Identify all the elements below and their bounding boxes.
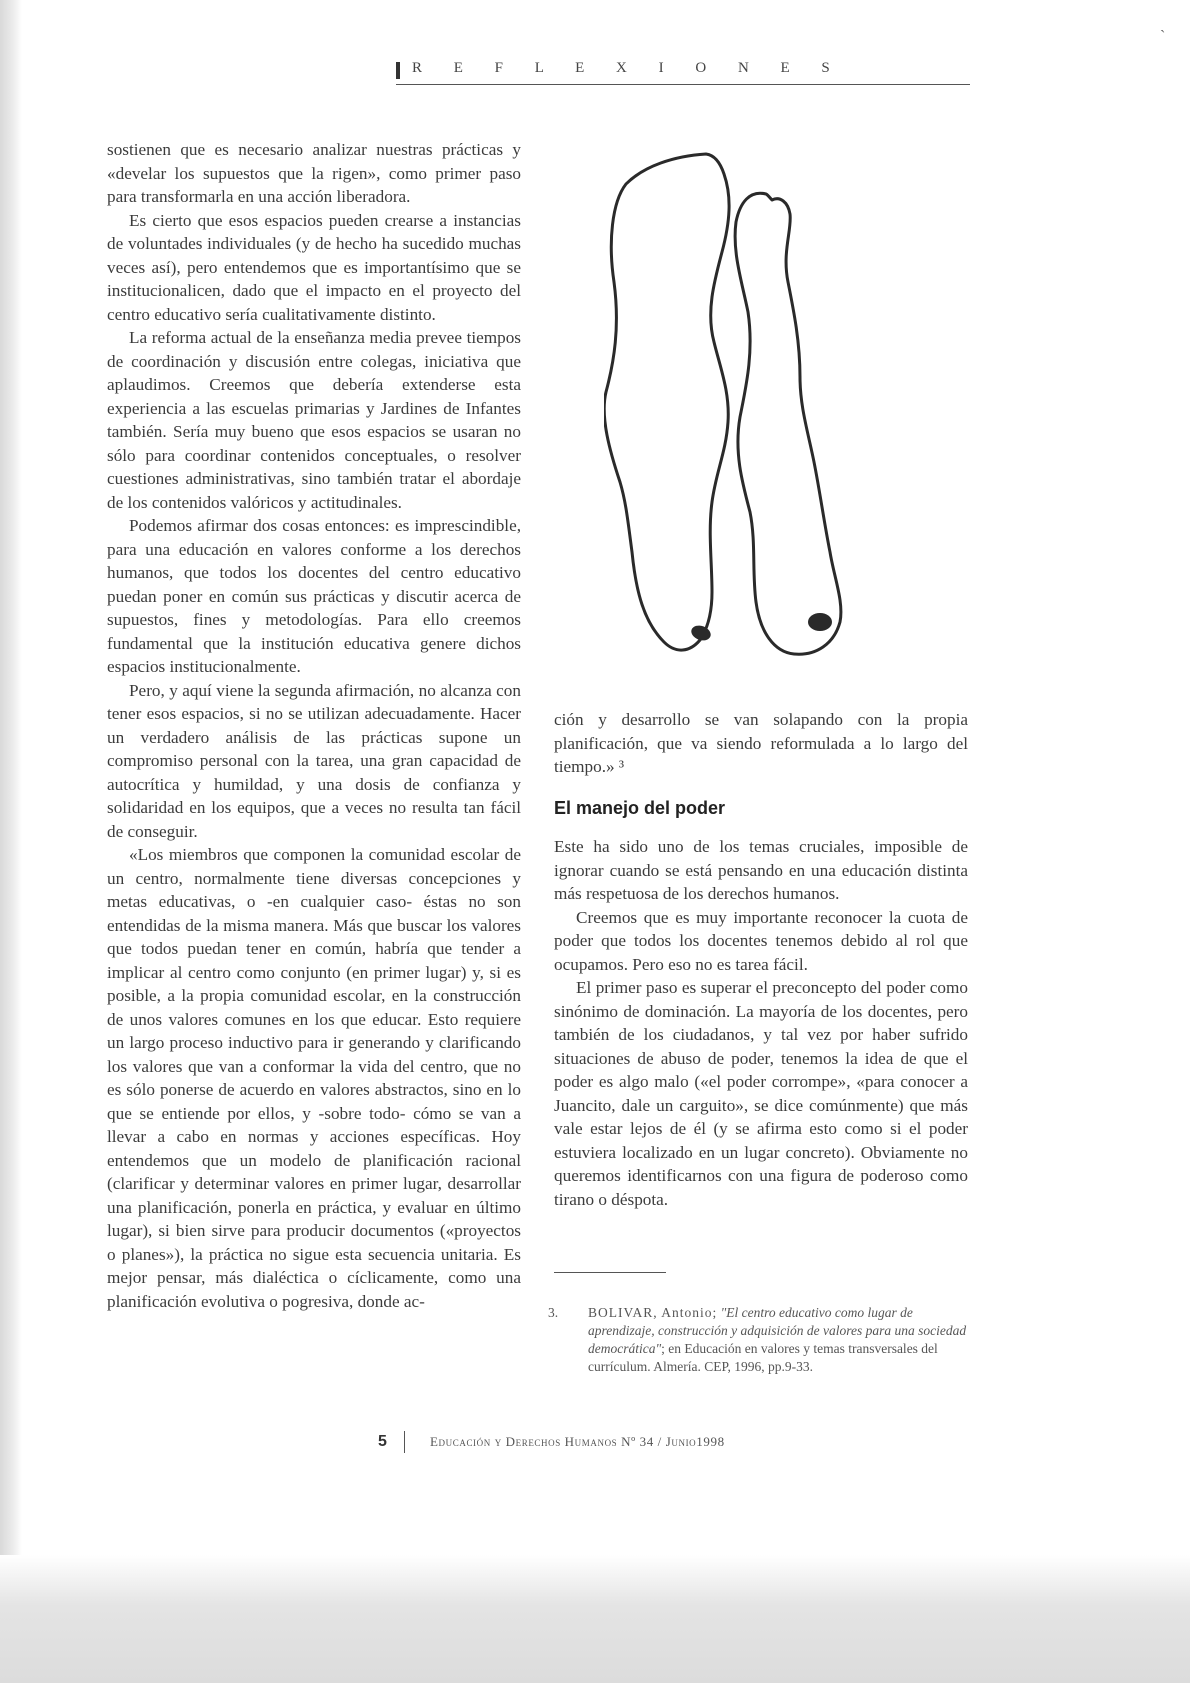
page-footer [378,1431,938,1461]
page-number: 5 [378,1433,387,1450]
left-paragraph-5: Pero, y aquí viene la segunda afirmación, no alcanza con tener esos espacios, si no se utilizan adecuadamente. Hacer un verdadero análisis de las prácticas supone un compromiso personal con la tarea, una gran capacidad de autocrítica y humildad, y una dosis de confianza y solidaridad en los equipos, que a veces no resulta tan fácil de conseguir. [107,680,521,841]
feet-drawing-icon [604,152,984,702]
left-paragraph-2: Es cierto que esos espacios pueden crearse a instancias de voluntades individuales (y de hecho ha sucedido muchas veces así), pero entendemos que es importantísimo que se institucionalicen, dado que el impacto en el proyecto del centro educativo sería cualitativamente distinto. [107,210,521,324]
footnote-divider [554,1272,666,1273]
right-column [554,835,968,1211]
left-toe-mark [689,623,713,643]
right-paragraph-3: El primer paso es superar el preconcepto del poder como sinónimo de dominación. La mayoría de los docentes, pero también de los ciudadanos, y tal vez por haber sufrido situaciones de abuso de poder, tenemos la idea de que el poder es algo malo («el poder corrompe», «para conocer a Juancito, dale un carguito», se dice comúnmente) que más vale estar lejos de él (y se afirma esto como si el poder estuviera localizado en un lugar concreto). Obviamente no queremos identificarnos con una figura de poderoso como tirano o déspota. [554,978,968,1209]
left-paragraph-4: Podemos afirmar dos cosas entonces: es imprescindible, para una educación en valores conforme a los derechos humanos, que todos los docentes del centro educativo puedan poner en común sus prácticas y discutir acerca de supuestos, fines y metodologías. Para ello creemos fundamental que la institución educativa genere dichos espacios institucionalmente. [107,516,521,676]
feet-illustration [604,152,984,702]
scan-mark: ˋ [1160,28,1166,45]
continuation-paragraph: ción y desarrollo se van solapando con la propia planificación, que va siendo reformulada a lo largo del tiempo.» ³ [554,710,968,776]
right-toe-mark [808,613,832,631]
footer-separator [404,1431,405,1453]
right-foot-outline [735,193,841,654]
left-foot-outline [604,154,729,650]
footnote-number: 3. [548,1305,559,1320]
scan-bottom-shadow [0,1555,1190,1683]
right-paragraph-1: Este ha sido uno de los temas cruciales, imposible de ignorar cuando se está pensando en una educación distinta más respetuosa de los derechos humanos. [554,837,968,903]
publication-info: Educación y Derechos Humanos Nº 34 / Junio1998 [430,1434,725,1449]
section-title: R E F L E X I O N E S [412,60,844,76]
right-paragraph-2: Creemos que es muy importante reconocer la cuota de poder que todos los docentes tenemos debido al rol que ocupamos. Pero eso no es tarea fácil. [554,907,968,974]
footnote-body [588,1304,968,1376]
right-column-continuation [554,708,968,779]
footnote-title: "El centro educativo como lugar de aprendizaje, construcción y adquisición de valores para una sociedad democrática" [588,1305,967,1356]
header-bar [396,62,400,79]
section-heading: El manejo del poder [554,798,726,818]
footnote-author: BOLIVAR, Antonio; [588,1305,718,1320]
page-header [396,56,970,85]
left-paragraph-6: «Los miembros que componen la comunidad escolar de un centro, normalmente tiene diversas concepciones y metas educativas, o -en cualquier caso- éstas no son entendidas de la misma manera. Más que buscar los valores que todos puedan tener en común, habría que tender a implicar al centro como conjunto (en primer lugar) y, si es posible, a la propia comunidad escolar, en la construcción de unos valores comunes en los que educar. Esto requiere un largo proceso inductivo para ir generando y clarificando los valores que van a conformar la vida del centro, que no es sólo ponerse de acuerdo en valores abstractos, sino en lo que se entiende por ellos, y -sobre todo- cómo se van a llevar a cabo en normas y acciones específicas. Hoy entendemos que un modelo de planificación racional (clarificar y determinar valores en primer lugar, desarrollar una planificación, ponerla en práctica, y evaluar en último lugar), si bien sirve para producir documentos («proyectos o planes»), la práctica no sigue esta secuencia unitaria. Es mejor pensar, más dialéctica o cíclicamente, como una planificación evolutiva o pogresiva, donde ac- [107,845,521,1311]
left-paragraph-1: sostienen que es necesario analizar nuestras prácticas y «develar los supuestos que la rigen», como primer paso para transformarla en una acción liberadora. [107,140,521,206]
footnote-rest: ; en Educación en valores y temas transversales del currículum. Almería. CEP, 1996, pp.9-33. [588,1341,938,1374]
left-column [107,138,521,1313]
left-paragraph-3: La reforma actual de la enseñanza media prevee tiempos de coordinación y discusión entre colegas, iniciativa que aplaudimos. Creemos que debería extenderse esta experiencia a las escuelas primarias y Jardines de Infantes también. Sería muy bueno que esos espacios se usaran no sólo para coordinar contenidos conceptuales, o resolver cuestiones administrativas, sino también tratar el abordaje de los contenidos valóricos y actitudinales. [107,328,521,512]
scan-edge-shadow [0,0,22,1683]
